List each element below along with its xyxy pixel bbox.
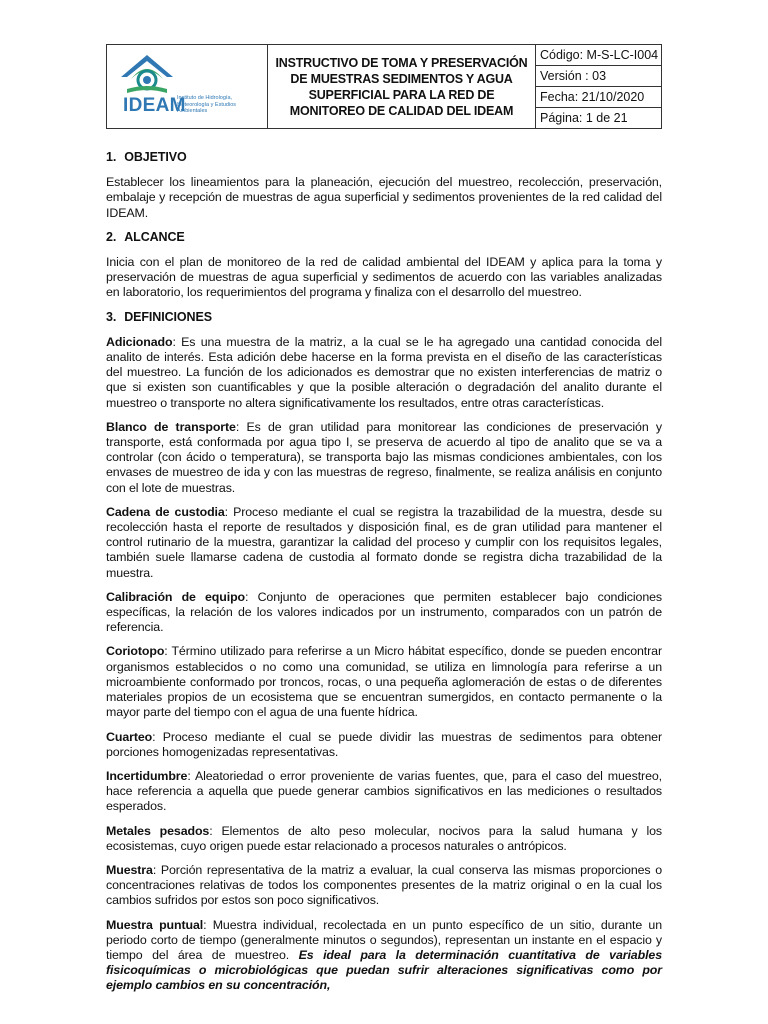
document-code: Código: M-S-LC-I004	[536, 45, 661, 66]
document-body	[106, 150, 662, 1003]
definition-item: Adicionado: Es una muestra de la matriz, a la cual se le ha agregado una cantidad conocida del analito de interés. Esta adición debe hacerse en la forma prevista en el diseño de las características del muestreo. La función de los adicionados es demostrar que no existen interferencias de matriz o que si existen son cuantificables y que la posible alteración o degradación del analito durante el muestreo o transporte no altera significativamente los resultados, entre otras características.	[106, 334, 662, 410]
section-text-alcance: Inicia con el plan de monitoreo de la red de calidad ambiental del IDEAM y aplica para la toma y preservación de muestras de agua superficial y sedimentos de acuerdo con las variables analizadas en laboratorio, los requerimientos del programa y finaliza con el desarrollo del muestreo.	[106, 255, 662, 300]
definition-item: Incertidumbre: Aleatoriedad o error proveniente de varias fuentes, que, para el caso del muestreo, hace referencia a aquella que puede generar cambios significativos en las mediciones o resultados esperados.	[106, 768, 662, 814]
definition-term: Metales pesados	[106, 823, 210, 838]
document-header-table	[106, 44, 662, 129]
document-date: Fecha: 21/10/2020	[536, 87, 661, 108]
document-version: Versión : 03	[536, 66, 661, 87]
ideam-logo-icon	[117, 53, 177, 97]
section-heading-alcance: 2. ALCANCE	[106, 229, 185, 244]
definition-term: Calibración de equipo	[106, 589, 246, 604]
definition-term: Adicionado	[106, 334, 173, 349]
section-heading-definiciones: 3. DEFINICIONES	[106, 309, 212, 324]
definition-item: Metales pesados: Elementos de alto peso molecular, nocivos para la salud humana y los ecosistemas, cuyo origen puede estar relacionado a procesos naturales o antrópicos.	[106, 823, 662, 853]
definition-item: Muestra: Porción representativa de la matriz a evaluar, la cual conserva las mismas proporciones o concentraciones relativas de todos los componentes presentes de la matriz original o en la cual los cambios sufridos por estos son poco significativos.	[106, 862, 662, 908]
definition-item: Muestra puntual: Muestra individual, recolectada en un punto específico de un sitio, durante un periodo corto de tiempo (generalmente minutos o segundos), representan un instante en el espacio y tiempo del área de muestreo. Es ideal para la determinación cuantitativa de variables fisicoquímicas o microbiológicas que puedan sufrir alteraciones significativas como por ejemplo cambios en su concentración,	[106, 917, 662, 993]
definition-term: Blanco de transporte	[106, 419, 236, 434]
definition-term: Coriotopo	[106, 644, 165, 659]
metadata-cell	[536, 45, 661, 128]
definition-item: Blanco de transporte: Es de gran utilidad para monitorear las condiciones de preservación y transporte, está conformada por agua tipo I, se preserva de acuerdo al tipo de analito que se va a controlar (con ácido o temperatura), se transporta bajo las mismas condiciones ambientales, con los envases de muestreo de ida y con las muestras de regreso, finalmente, se realiza análisis en conjunto con el lote de muestras.	[106, 419, 662, 495]
definition-emphasis: Es ideal para la determinación cuantitativa de variables fisicoquímicas o microbiológicas que puedan sufrir alteraciones significativas como por ejemplo cambios en su concentración,	[106, 947, 662, 993]
definition-term: Cadena de custodia	[106, 504, 225, 519]
logo-cell	[107, 45, 268, 128]
definition-item: Cadena de custodia: Proceso mediante el cual se registra la trazabilidad de la muestra, desde su recolección hasta el reporte de resultados y disposición final, es de gran utilidad para mantener el control rutinario de la muestra, garantizar la calidad del proceso y cumplir con los requisitos legales, también suele llamarse cadena de custodia al formato donde se registra dicha trazabilidad de la muestra.	[106, 504, 662, 580]
definition-item: Calibración de equipo: Conjunto de operaciones que permiten establecer bajo condiciones específicas, la relación de los valores indicados por un instrumento, comparados con un patrón de referencia.	[106, 589, 662, 635]
document-title: INSTRUCTIVO DE TOMA Y PRESERVACIÓN DE MUESTRAS SEDIMENTOS Y AGUA SUPERFICIAL PARA LA RED DE MONITOREO DE CALIDAD DEL IDEAM	[268, 45, 536, 128]
logo-subtext: Instituto de Hidrología, Meteorología y Estudios Ambientales	[177, 95, 237, 114]
definition-term: Cuarteo	[106, 729, 153, 744]
definition-term: Muestra puntual	[106, 917, 204, 932]
definition-term: Muestra	[106, 862, 153, 877]
section-heading-objetivo: 1. OBJETIVO	[106, 150, 187, 164]
definition-term: Incertidumbre	[106, 768, 188, 783]
definition-item: Cuarteo: Proceso mediante el cual se puede dividir las muestras de sedimentos para obtener porciones homogenizadas representativas.	[106, 729, 662, 759]
definition-item: Coriotopo: Término utilizado para referirse a un Micro hábitat específico, donde se pueden encontrar organismos establecidos o no como una comunidad, se utiliza en limnología para referirse a un microambiente conformado por troncos, rocas, o una pequeña aglomeración de estas o de diferentes materiales propios de un ecosistema que se encuentran sumergidos, en contacto permanente o la mayor parte del tiempo con el agua de una fuente hídrica.	[106, 644, 662, 720]
page-number: Página: 1 de 21	[540, 111, 628, 125]
logo-text: IDEAM	[123, 95, 186, 116]
section-text-objetivo: Establecer los lineamientos para la planeación, ejecución del muestreo, recolección, preservación, embalaje y recepción de muestras de agua superficial y sedimentos provenientes de la red calidad del IDEAM.	[106, 175, 662, 220]
